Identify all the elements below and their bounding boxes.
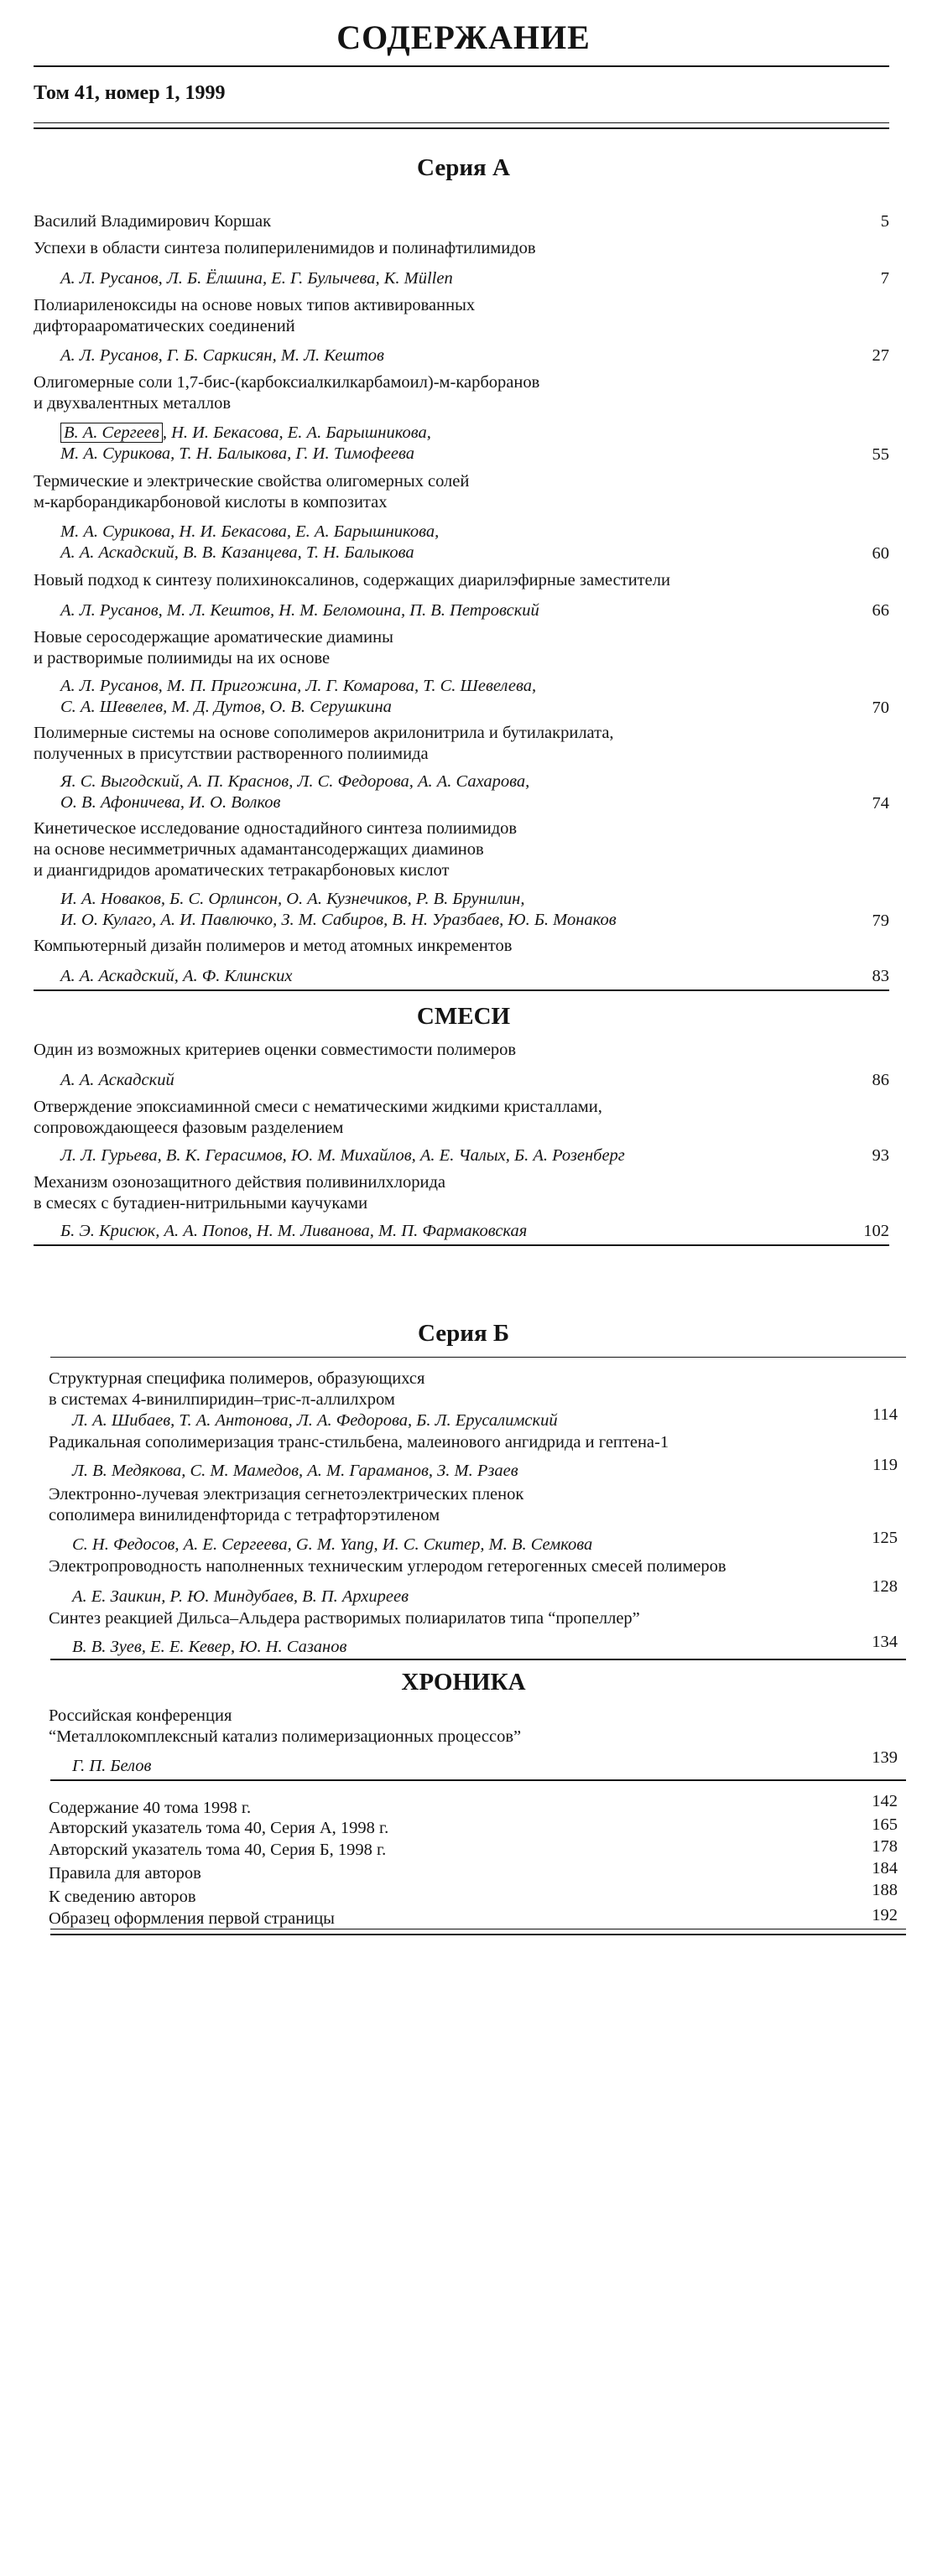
entry-authors: А. А. Аскадский, А. Ф. Клинских (60, 967, 293, 985)
series-b-end-rule (50, 1659, 906, 1660)
entry-page: 134 (872, 1633, 898, 1651)
entry-title: Структурная специфика полимеров, образующихся в системах 4-винилпиридин–трис-π-аллилхром (49, 1369, 425, 1409)
entry-authors: Б. Э. Крисюк, А. А. Попов, Н. М. Ливанова, М. П. Фармаковская (60, 1222, 528, 1240)
entry-title: Олигомерные соли 1,7-бис-(карбоксиалкилкарбамоил)-м-карборанов и двухвалентных металлов (34, 373, 540, 413)
entry-authors: С. Н. Федосов, А. Е. Сергеева, G. M. Yang, И. С. Скитер, М. В. Семкова (72, 1535, 593, 1554)
entry-page: 139 (872, 1748, 898, 1767)
entry-title: К сведению авторов (49, 1888, 196, 1906)
series-b-top-rule (50, 1357, 906, 1358)
volume-info: Том 41, номер 1, 1999 (34, 82, 226, 104)
entry-authors: Л. А. Шибаев, Т. А. Антонова, Л. А. Федорова, Б. Л. Ерусалимский (72, 1411, 558, 1430)
entry-authors: М. А. Сурикова, Н. И. Бекасова, Е. А. Барышникова, А. А. Аскадский, В. В. Казанцева, Т. Н. Балыкова (60, 522, 440, 562)
entry-title: Один из возможных критериев оценки совместимости полимеров (34, 1041, 517, 1059)
entry-title: Электронно-лучевая электризация сегнетоэлектрических пленок сополимера винилиденфторида с тетрафторэтиленом (49, 1485, 524, 1524)
entry-title: Полиариленоксиды на основе новых типов активированных дифтораароматических соединений (34, 296, 476, 335)
entry-authors-rest: , Н. И. Бекасова, Е. А. Барышникова, М. А. Сурикова, Т. Н. Балыкова, Г. И. Тимофеева (60, 423, 431, 463)
entry-page: 55 (872, 445, 889, 464)
entry-page: 86 (872, 1071, 889, 1089)
entry-page: 83 (872, 967, 889, 985)
section-heading-series-b: Серия Б (417, 1320, 510, 1347)
entry-page: 188 (872, 1881, 898, 1899)
entry-page: 178 (872, 1837, 898, 1856)
entry-authors: А. Л. Русанов, М. П. Пригожина, Л. Г. Комарова, Т. С. Шевелева, С. А. Шевелев, М. Д. Дутов, О. В. Серушкина (60, 677, 537, 716)
entry-page: 165 (872, 1815, 898, 1834)
entry-authors: А. Л. Русанов, Г. Б. Саркисян, М. Л. Кештов (60, 346, 384, 365)
entry-title: Механизм озонозащитного действия поливинилхлорида в смесях с бутадиен-нитрильными каучуками (34, 1173, 446, 1213)
entry-title: Новый подход к синтезу полихиноксалинов, содержащих диарилэфирные заместители (34, 571, 670, 589)
entry-page: 142 (872, 1792, 898, 1810)
entry-page: 114 (872, 1405, 898, 1424)
entry-page: 7 (880, 269, 889, 288)
entry-authors: А. А. Аскадский (60, 1071, 174, 1089)
entry-page: 184 (872, 1859, 898, 1877)
entry-title: Правила для авторов (49, 1864, 201, 1883)
entry-authors: Л. Л. Гурьева, В. К. Герасимов, Ю. М. Михайлов, А. Е. Чалых, Б. А. Розенберг (60, 1146, 625, 1165)
volume-rule-bottom (34, 127, 889, 129)
entry-page: 74 (872, 794, 889, 813)
entry-page: 79 (872, 911, 889, 930)
entry-page: 128 (872, 1577, 898, 1596)
entry-authors: Я. С. Выгодский, А. П. Краснов, Л. С. Федорова, А. А. Сахарова, О. В. Афоничева, И. О. Волков (60, 772, 530, 812)
chronicle-end-rule (50, 1779, 906, 1781)
volume-rule-top (34, 122, 889, 123)
entry-page: 70 (872, 699, 889, 717)
entry-title: Российская конференция “Металлокомплексный катализ полимеризационных процессов” (49, 1706, 522, 1746)
entry-title: Электропроводность наполненных техническим углеродом гетерогенных смесей полимеров (49, 1557, 726, 1576)
section-heading-chronicle: ХРОНИКА (401, 1669, 526, 1696)
mixtures-end-rule (34, 1244, 889, 1246)
entry-authors: И. А. Новаков, Б. С. Орлинсон, О. А. Кузнечиков, Р. В. Брунилин, И. О. Кулаго, А. И. Павлючко, З. М. Сабиров, В. Н. Уразбаев, Ю. Б. Монаков (60, 890, 617, 929)
entry-page: 27 (872, 346, 889, 365)
entry-title: Авторский указатель тома 40, Серия Б, 1998 г. (49, 1841, 387, 1859)
entry-title: Радикальная сополимеризация транс-стильбена, малеинового ангидрида и гептена-1 (49, 1433, 669, 1452)
entry-title: Содержание 40 тома 1998 г. (49, 1799, 252, 1817)
entry-title: Новые серосодержащие ароматические диамины и растворимые полиимиды на их основе (34, 628, 393, 667)
entry-title: Кинетическое исследование одностадийного синтеза полиимидов на основе несимметричных адамантансодержащих диаминов и диангидридов ароматических тетракарбоновых кислот (34, 819, 518, 880)
entry-title: Отверждение эпоксиаминной смеси с нематическими жидкими кристаллами, сопровождающееся фазовым разделением (34, 1098, 602, 1137)
entry-page: 93 (872, 1146, 889, 1165)
entry-page: 5 (880, 212, 889, 231)
entry-page: 66 (872, 601, 889, 620)
boxed-author: В. А. Сергеев (60, 423, 163, 443)
entry-title: Компьютерный дизайн полимеров и метод атомных инкрементов (34, 937, 513, 955)
entry-authors: Л. В. Медякова, С. М. Мамедов, А. М. Гараманов, З. М. Рзаев (72, 1462, 518, 1480)
entry-authors (60, 423, 431, 465)
entry-title: Василий Владимирович Коршак (34, 212, 272, 231)
entry-authors: В. В. Зуев, Е. Е. Кевер, Ю. Н. Сазанов (72, 1638, 347, 1656)
entry-title: Образец оформления первой страницы (49, 1909, 335, 1928)
entry-authors: А. Л. Русанов, Л. Б. Ёлшина, Е. Г. Булычева, K. Müllen (60, 269, 453, 288)
entry-page: 102 (863, 1222, 889, 1240)
entry-authors: Г. П. Белов (72, 1757, 152, 1775)
entry-title: Успехи в области синтеза полипериленимидов и полинафтилимидов (34, 239, 536, 257)
entry-title: Термические и электрические свойства олигомерных солей м-карборандикарбоновой кислоты в композитах (34, 472, 470, 512)
entry-page: 192 (872, 1906, 898, 1924)
section-heading-series-a: Серия А (417, 154, 510, 181)
entry-page: 60 (872, 544, 889, 563)
section-heading-mixtures: СМЕСИ (416, 1003, 511, 1030)
page-title: СОДЕРЖАНИЕ (336, 18, 591, 56)
entry-authors: А. Л. Русанов, М. Л. Кештов, Н. М. Беломоина, П. В. Петровский (60, 601, 539, 620)
entry-title: Синтез реакцией Дильса–Альдера растворимых полиарилатов типа “пропеллер” (49, 1609, 640, 1628)
entry-title: Полимерные системы на основе сополимеров акрилонитрила и бутилакрилата, полученных в присутствии растворенного полиимида (34, 724, 614, 763)
title-rule (34, 65, 889, 67)
series-a-end-rule (34, 989, 889, 991)
entry-title: Авторский указатель тома 40, Серия А, 1998 г. (49, 1819, 389, 1837)
misc-end-rule-bottom (50, 1934, 906, 1935)
entry-page: 125 (872, 1529, 898, 1547)
entry-authors: А. Е. Заикин, Р. Ю. Миндубаев, В. П. Архиреев (72, 1587, 409, 1606)
entry-page: 119 (872, 1456, 898, 1474)
